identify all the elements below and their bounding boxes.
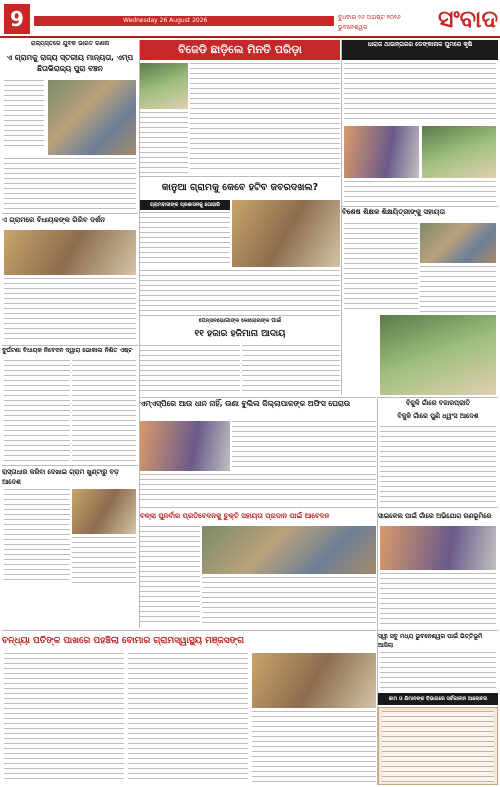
story4-body xyxy=(4,278,136,342)
header-date-en: Wednesday 26 August 2026 xyxy=(123,17,208,24)
story10-body xyxy=(380,426,496,504)
page-number: 9 xyxy=(4,4,30,34)
header-city: Bhubaneswar xyxy=(38,26,79,33)
story5-photo xyxy=(232,200,340,267)
story3-body xyxy=(344,63,496,123)
story1-kicker: ରାଜ୍ୟସ୍ତରେ ଯୁବକ ଭାରତ ଗଣନା xyxy=(30,40,110,47)
story3-headline-box xyxy=(342,40,498,60)
story9-body-2 xyxy=(140,474,376,504)
story9-headline: ଏମ୍‌ଏସ୍‌ପିରେ ଆଉ ଧାନ ନାହିଁ, ଉଣା ବୁଲିଲ ଜିଲ୍ଲାପାଳଙ୍କ ଅଫିସ ଘେରାଉ xyxy=(140,399,351,408)
story4-headline: ଏ ଗ୍ରାମରେ ବିଧାୟକଙ୍କ ଗିରିବ ଦର୍ଶନ xyxy=(2,216,105,224)
story13-headline: ସାଇକେଲ ପାଇଁ ଗାଁରେ ଅଭିଯୋଗ ରଣଭୂମିରେ xyxy=(378,512,492,520)
story15-body xyxy=(380,652,496,690)
story10-kicker: ବିଜୁଳି ଗାଁରେ ବଜାରପ୍ରୀତି xyxy=(406,399,470,407)
story3-body-2 xyxy=(344,181,496,203)
story14-body-2 xyxy=(128,653,248,783)
story11-headline: ରାସ୍ତାଧାର କରିବା ଦେଖାଇ ଗ୍ରାମ ଖୁଣ୍ଟାରୁ ବଡ଼ ଆଦେଶ xyxy=(2,468,119,486)
story11-body-2 xyxy=(72,537,136,584)
story3-photo-2 xyxy=(422,126,496,178)
masthead xyxy=(0,0,500,38)
story9-body xyxy=(232,421,376,471)
story11-photo xyxy=(72,489,136,534)
story6-body xyxy=(344,223,418,313)
story2-body-2 xyxy=(140,112,188,173)
story14-body xyxy=(4,653,124,783)
story2-headline: ବିଜେଡି ଛାଡ଼ିଲେ ମିନତି ପରିଡ଼ା xyxy=(140,40,340,60)
story11-body xyxy=(4,489,70,584)
story1-photo xyxy=(48,80,136,155)
header-strip xyxy=(34,16,334,33)
story7-headline: ଦୁର୍ଘଟଣା ବିଧାୟକ ନିବେଦନ ଦ୍ୱାରା ଭୋକାଲ ନିଶିତ ଏଷ୍ଟ xyxy=(2,347,133,354)
header-date-od: ବୁଧବାର ୨୬ ଅଗଷ୍ଟ ୨୦୨୬ xyxy=(338,14,401,21)
story2-body xyxy=(190,63,340,173)
story14-photo xyxy=(252,653,376,708)
story8-kicker: ପେନ୍‌ସନଭୋଗୀଙ୍କ କୋରୋନାଙ୍କ ପାଇଁ xyxy=(198,318,282,324)
story6-body-2 xyxy=(420,266,496,313)
story4-photo xyxy=(4,230,136,275)
story9-photo xyxy=(140,421,230,471)
story5-body xyxy=(140,212,230,267)
story6-photo xyxy=(420,223,496,263)
story12-body-2 xyxy=(202,577,376,626)
story8-headline: ୧୧ ହଜାର ହଜିମାନା ଆଦାୟ xyxy=(194,329,286,339)
story5-headline: କାନୁଆ ଗ୍ରାମକୁ କେବେ ହଟିବ ଜବରଦଖଲ? xyxy=(161,182,319,193)
story7-body-2 xyxy=(72,360,136,462)
story2-photo xyxy=(140,63,188,109)
story16-box xyxy=(378,707,498,785)
story16-body xyxy=(382,711,494,783)
story1-body-2 xyxy=(4,158,136,210)
story14-headline: ବନ୍ଧ୍ୟା ପତିଙ୍କ ପାଖରେ ପହଞ୍ଚିଲା ବୋମାର ଗ୍ରାମସ୍ୱାସ୍ଥ୍ୟ ମଞ୍ଜସଙ୍ଗ xyxy=(2,636,244,646)
story16-headline: କାମ ଓ ଯିମାନଙ୍କ ବିଭାଗରେ ସର୍ବକାଳୀନ ଆଲୋଚନା xyxy=(378,693,498,705)
story5-kicker: ଗ୍ରାମବାସୀଙ୍କ ପ୍ରଶାସନକୁ ଗୋହାରି xyxy=(140,200,230,210)
story13-body xyxy=(380,573,496,626)
story3-photo xyxy=(344,126,419,178)
story6-headline: ବିଶେଷ ଶିକ୍ଷକ ଶିକ୍ଷୟିତ୍ରୀଙ୍କୁ ସହାୟତା xyxy=(342,208,446,216)
story14-body-3 xyxy=(252,711,376,783)
story5-body-2 xyxy=(140,270,340,312)
story12-body xyxy=(140,526,200,626)
story8-body xyxy=(140,345,240,395)
story7-body xyxy=(4,360,70,462)
newspaper-logo: ସଂବାଦ xyxy=(437,4,498,33)
story12-photo xyxy=(202,526,376,574)
story12-headline: ବଳ୍ଲା ପୁନର୍ବାର ପ୍ରତିବେଦନକୁ ଚୁକ୍ତି ସହାୟତା ପ୍ରଦାନ ପାଇଁ ଆବେଦନ xyxy=(140,512,330,520)
story10-headline: ବିଜୁଳି ଗାଁରେ ପୁଣି ଧ୍ୱଂସ ଆଦେଶ xyxy=(397,412,479,420)
header-day-od: ଭୁବନେଶ୍ୱର xyxy=(338,24,368,31)
story1-headline: ଏ ଗ୍ରାମକୁ ରାଜ୍ୟ ସ୍ତରୀୟ ମାନ୍ୟତା, ଏମ୍ପ ଛିତାଭିରାଜ୍ୟ ପୁରା ବଞ୍ଚନ xyxy=(6,53,134,73)
story8-body-2 xyxy=(242,345,340,395)
story3-headline: ଧାରାଜ ଥାଉନ୍ତାରର ଡେଙ୍କାନାଳ ଘୁମରେ କୃଷି xyxy=(367,41,473,48)
story13-photo xyxy=(380,526,496,570)
story10-photo xyxy=(380,315,496,395)
story15-headline: ସ୍ୱୀ ସବୁ ମଧ୍ୟ ଭୁବନେଶ୍ୱର ପାଇଁ ଭିତ୍ତିଭୂମି ଆସିଲା xyxy=(378,633,483,649)
story1-body xyxy=(4,80,44,150)
